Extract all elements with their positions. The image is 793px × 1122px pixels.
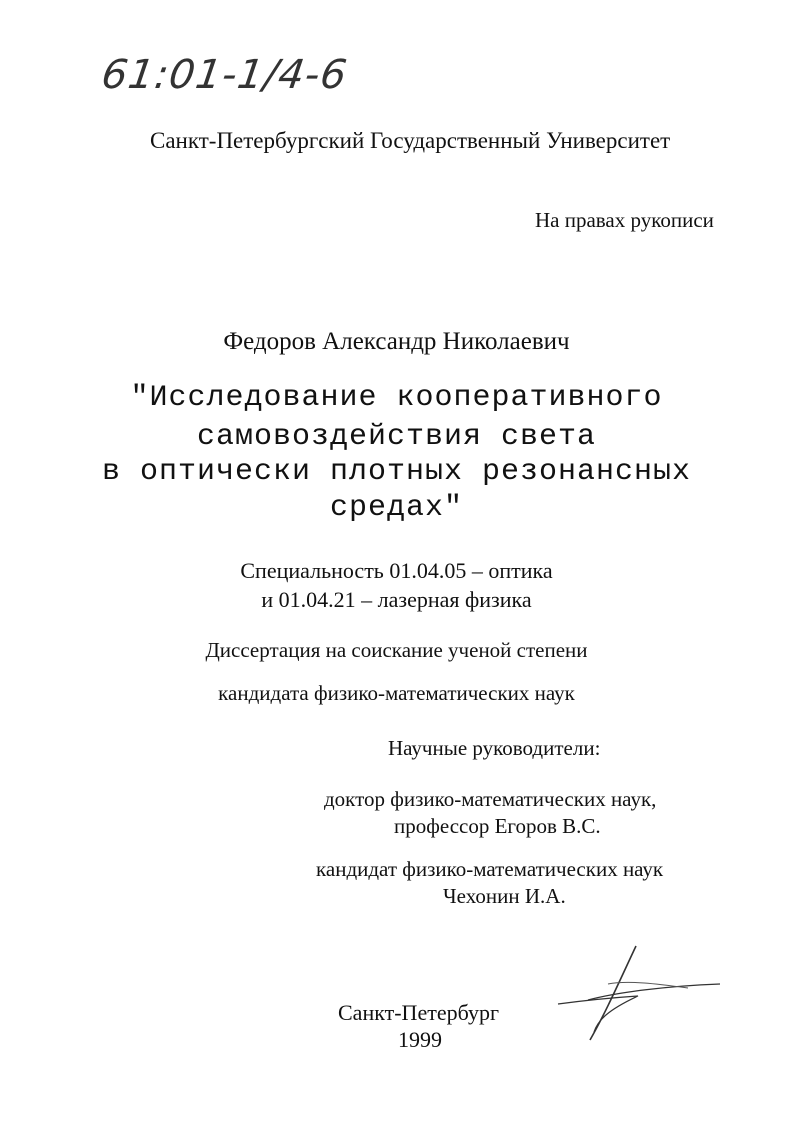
supervisor-1-title: доктор физико-математических наук, xyxy=(324,787,657,811)
author-name: Федоров Александр Николаевич xyxy=(223,328,570,355)
degree-line-2: кандидата физико-математических наук xyxy=(218,681,575,705)
rights-note: На правах рукописи xyxy=(535,208,714,232)
dissertation-title-line-1: "Исследование кооперативного xyxy=(130,381,663,415)
city: Санкт-Петербург xyxy=(338,1000,499,1025)
specialty-line-2: и 01.04.21 – лазерная физика xyxy=(261,587,532,612)
year: 1999 xyxy=(398,1027,442,1052)
institution-name: Санкт-Петербургский Государственный Университет xyxy=(150,128,671,153)
handwritten-archive-code: 61:01-1/4-6 xyxy=(98,52,351,98)
specialty-line-1: Специальность 01.04.05 – оптика xyxy=(240,558,553,583)
supervisor-2-name: Чехонин И.А. xyxy=(443,884,566,908)
dissertation-title-line-2: самовоздействия света xyxy=(196,420,597,454)
degree-line-1: Диссертация на соискание ученой степени xyxy=(205,638,588,662)
signature-mark xyxy=(548,940,728,1050)
dissertation-title-line-3: в оптически плотных резонансных xyxy=(101,455,692,489)
dissertation-title-line-4: средах" xyxy=(329,491,464,525)
supervisors-heading: Научные руководители: xyxy=(388,736,601,760)
supervisor-2-title: кандидат физико-математических наук xyxy=(316,857,664,881)
supervisor-1-name: профессор Егоров В.С. xyxy=(394,814,601,838)
